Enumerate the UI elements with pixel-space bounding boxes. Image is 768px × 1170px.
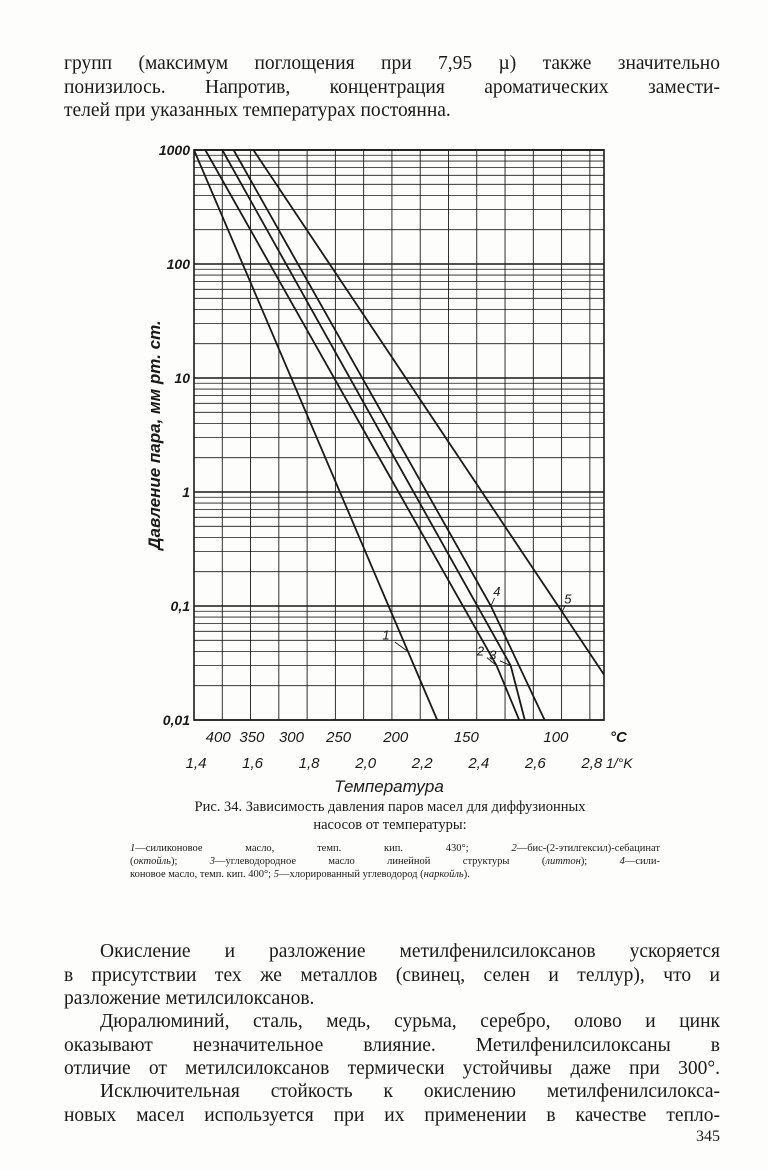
legend-fragment: 3 [209,856,215,867]
series-line-1 [194,150,437,720]
text-line: в присутствии тех же металлов (свинец, селен и теллур), что и [64,964,720,986]
vapor-pressure-chart [120,128,633,796]
curve-label: 3 [489,647,497,663]
series-line-2 [205,150,519,720]
text-line: понизилось. Напротив, концентрация ароматических замести- [64,76,720,98]
legend-line [130,868,660,881]
celsius-unit-label: °C [610,729,627,746]
y-tick-label: 1 [182,484,190,500]
legend-line [130,842,660,855]
celsius-tick-label: 300 [278,729,304,746]
figure-caption [130,798,650,834]
y-tick-label: 0,1 [170,598,190,614]
figure-legend [130,842,660,881]
text-line: оказывают незначительное влияние. Метилфенилсилоксаны в [64,1034,720,1056]
celsius-tick-label: 100 [543,729,569,746]
curve-label: 2 [476,643,485,659]
y-tick-label: 0,01 [162,712,190,728]
legend-line [130,855,660,868]
inverse-t-tick-label: 2,0 [355,755,377,772]
curve-label: 5 [564,591,572,607]
caption-line: насосов от температуры: [313,817,467,833]
text-line: новых масел используется при их применении в качестве тепло- [64,1104,720,1126]
top-paragraph [64,52,720,123]
inverse-t-unit-label: 1/°K [606,755,633,771]
x-axis-label: Температура [334,777,444,796]
inverse-t-tick-label: 1,8 [298,755,320,772]
legend-fragment: 4 [619,856,625,867]
celsius-tick-label: 400 [205,729,231,746]
legend-fragment: 1 [130,843,136,854]
curve-label: 4 [493,584,501,599]
legend-fragment: октойль [133,856,171,867]
legend-fragment: —силиконовое масло, темп. кип. 430°; [135,843,512,854]
text-line: Дюралюминий, сталь, медь, сурьма, серебро, олово и цинк [100,1011,720,1032]
legend-fragment: ( [130,856,134,867]
plot-frame [194,150,604,720]
y-axis-label: Давление пара, мм рт. ст. [145,320,164,550]
celsius-tick-label: 250 [326,729,352,746]
legend-fragment: —сили- [624,856,660,867]
inverse-t-tick-label: 2,8 [581,755,603,772]
paragraph-metals [64,1010,720,1081]
legend-fragment: ). [463,869,470,880]
legend-fragment: ); [170,856,210,867]
text-line: отличие от метилсилоксанов термически устойчивы даже при 300°. [64,1058,720,1079]
celsius-tick-label: 350 [239,729,265,746]
legend-fragment: —углеводородное масло линейной структуры ( [215,856,546,867]
legend-fragment: литтон [545,856,581,867]
inverse-t-tick-label: 1,6 [242,755,263,772]
legend-fragment: ); [580,856,620,867]
inverse-t-tick-label: 1,4 [185,755,207,772]
paragraph-oxidation [64,940,720,1011]
paragraph-stability [64,1080,720,1127]
text-line: Исключительная стойкость к окислению метилфенилсилокса- [100,1081,720,1102]
inverse-t-tick-label: 2,4 [468,755,490,772]
legend-fragment: 5 [273,869,279,880]
legend-fragment: 2 [511,843,517,854]
legend-fragment: коновое масло, темп. кип. 400°; [130,869,274,880]
y-tick-label: 10 [174,370,190,386]
legend-fragment: наркойль [423,869,464,880]
inverse-t-tick-label: 2,2 [411,755,433,772]
page-number: 345 [696,1128,720,1145]
celsius-tick-label: 200 [383,729,409,746]
curve-label: 1 [382,627,390,643]
text-line: разложение метилсилоксанов. [64,988,315,1009]
inverse-t-tick-label: 2,6 [524,755,546,772]
text-line: групп (максимум поглощения при 7,95 µ) также значительно [64,53,720,74]
legend-fragment: —бис-(2-этилгексил)-себацинат [516,843,660,854]
text-line: телей при указанных температурах постоянна. [64,100,451,121]
caption-line: Рис. 34. Зависимость давления паров масел для диффузионных [194,799,586,815]
celsius-tick-label: 150 [453,729,479,746]
y-tick-label: 100 [166,256,190,272]
legend-fragment: —хлорированный углеводород ( [278,869,424,880]
y-tick-label: 1000 [158,142,190,158]
curve-label-leader [491,598,495,606]
text-line: Окисление и разложение метилфенилсилоксанов ускоряется [100,941,720,962]
